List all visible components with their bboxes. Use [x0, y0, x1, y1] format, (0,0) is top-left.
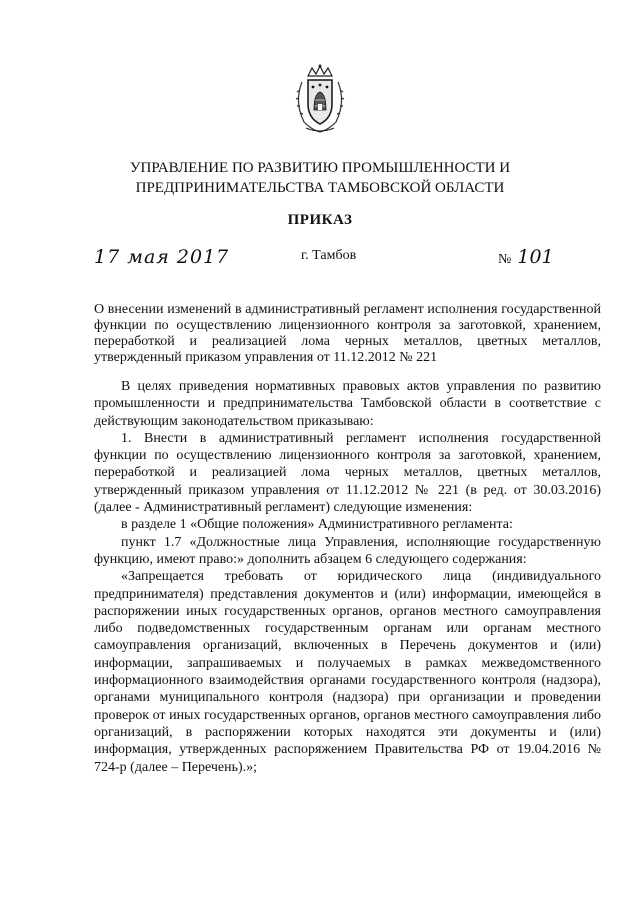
- department-header: [0, 158, 640, 198]
- header-line-1: УПРАВЛЕНИЕ ПО РАЗВИТИЮ ПРОМЫШЛЕННОСТИ И: [129, 160, 511, 176]
- body-paragraph-clause: пункт 1.7 «Должностные лица Управления, исполняющие государственную функцию, имеют право:» дополнить абзацем 6 следующего содержания:: [94, 534, 601, 567]
- coat-of-arms-emblem: [290, 62, 350, 134]
- order-number: [498, 246, 554, 268]
- body-paragraph-item-1: 1. Внести в административный регламент исполнения государственной функции по осуществлению лицензионного контроля за заготовкой, хранением, переработкой и реализацией лома черных металлов, цветных металлов, утвержденный приказом управления от 11.12.2012 № 221 (в ред. от 30.03.2016) (далее - Административный регламент) следующие изменения:: [94, 430, 601, 516]
- order-title: ПРИКАЗ: [287, 212, 353, 228]
- order-body: [94, 378, 601, 776]
- header-line-2: ПРЕДПРИНИМАТЕЛЬСТВА ТАМБОВСКОЙ ОБЛАСТИ: [135, 180, 505, 196]
- body-paragraph-intro: В целях приведения нормативных правовых актов управления по развитию промышленности и предпринимательства Тамбовской области в соответствие с действующим законодательством приказываю:: [94, 379, 601, 429]
- body-paragraph-quote: «Запрещается требовать от юридического лица (индивидуального предпринимателя) представления документов и (или) информации, имеющейся в распоряжении иных государственных органов, органов местного самоуправления либо подведомственных государственным органам или органам местного самоуправления организаций, включенных в Перечень документов и (или) информации, запрашиваемых и получаемых в рамках межведомственного информационного взаимодействия органами государственного контроля (надзора), органами муниципального контроля (надзора) при организации и проведении проверок от иных государственных органов, органов местного самоуправления либо организаций, в распоряжении которых находятся эти документы и (или) информация, утвержденных распоряжением Правительства РФ от 19.04.2016 № 724-р (далее – Перечень).»;: [94, 569, 601, 775]
- order-number-sign: №: [498, 252, 512, 267]
- body-paragraph-section: в разделе 1 «Общие положения» Административного регламента:: [121, 517, 513, 533]
- coat-of-arms-icon: [290, 62, 350, 134]
- order-number-value: 101: [517, 246, 554, 268]
- order-city: г. Тамбов: [301, 248, 357, 263]
- order-subject: О внесении изменений в административный регламент исполнения государственной функции по осуществлению лицензионного контроля за заготовкой, хранением, переработкой и реализацией лома черных металлов, цветных металлов, утвержденный приказом управления от 11.12.2012 № 221: [94, 302, 601, 365]
- order-date-handwritten: 17 мая 2017: [94, 246, 230, 268]
